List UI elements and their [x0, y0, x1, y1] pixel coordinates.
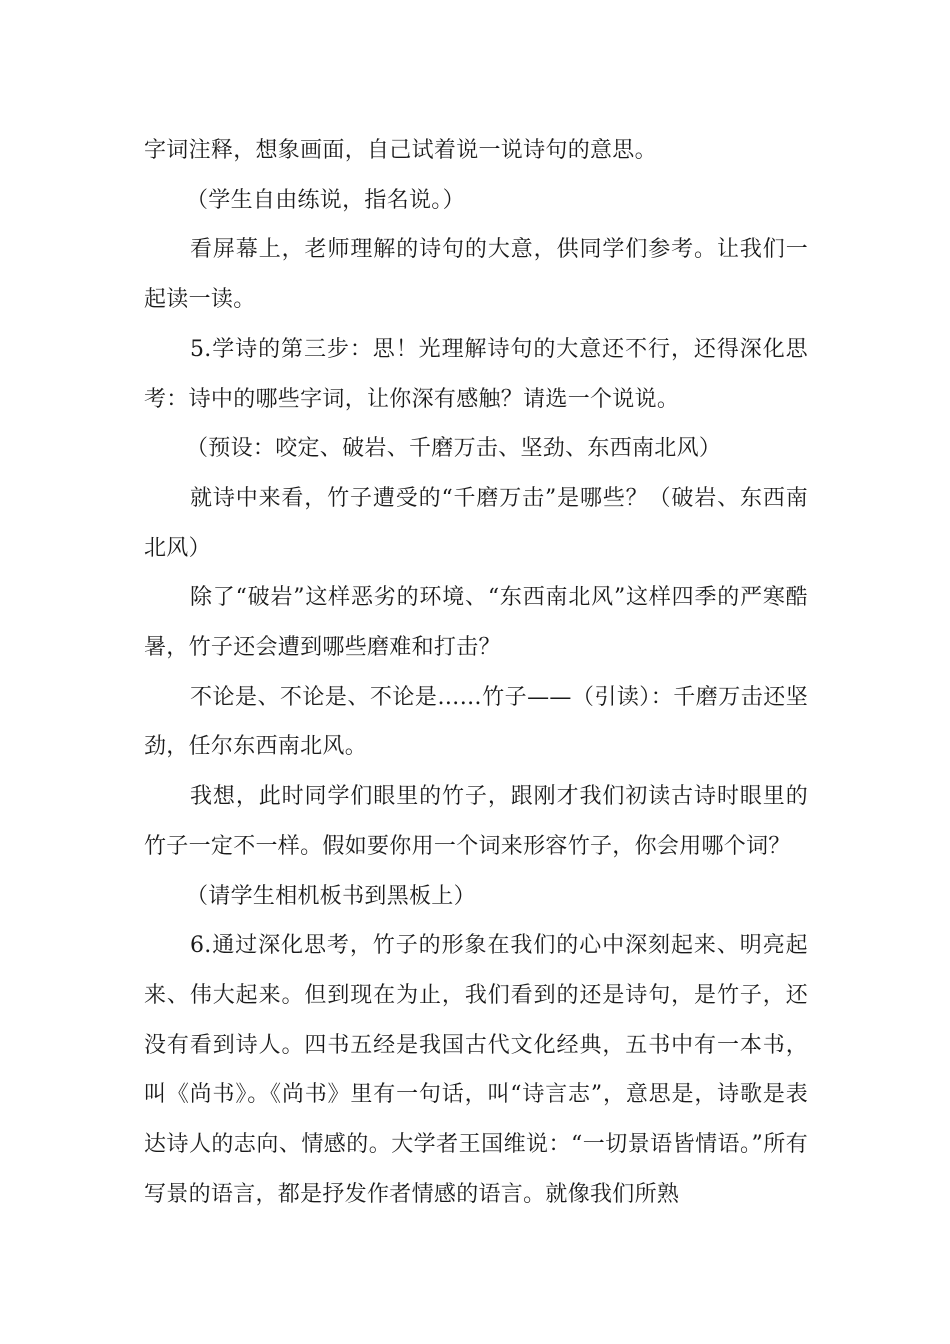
paragraph: 不论是、不论是、不论是……竹子——（引读）：千磨万击还坚劲，任尔东西南北风。: [144, 684, 808, 760]
paragraph-step-6: 6.通过深化思考，竹子的形象在我们的心中深刻起来、明亮起来、伟大起来。但到现在为止，我们看到的还是诗句，是竹子，还没有看到诗人。四书五经是我国古代文化经典，五书中有一本书，叫《尚书》。《尚书》里有一句话，叫“诗言志”，意思是，诗歌是表达诗人的志向、情感的。大学者王国维说：“一切景语皆情语。”所有写景的语言，都是抒发作者情感的语言。就像我们所熟: [144, 933, 808, 1207]
paragraph-step-5: 5.学诗的第三步：思！光理解诗句的大意还不行，还得深化思考：诗中的哪些字词，让你深有感触？请选一个说说。: [144, 336, 808, 412]
paragraph-note: （请学生相机板书到黑板上）: [186, 883, 476, 909]
paragraph-continuation: 字词注释，想象画面，自己试着说一说诗句的意思。: [144, 138, 657, 163]
paragraph-note: （学生自由练说，指名说。）: [186, 187, 465, 213]
paragraph: 我想，此时同学们眼里的竹子，跟刚才我们初读古诗时眼里的竹子一定不一样。假如要你用一个词来形容竹子，你会用哪个词？: [144, 784, 808, 859]
paragraph: 除了“破岩”这样恶劣的环境、“东西南北风”这样四季的严寒酷暑，竹子还会遭到哪些磨难和打击？: [144, 585, 808, 661]
document-body: [144, 126, 808, 1219]
paragraph: 看屏幕上，老师理解的诗句的大意，供同学们参考。让我们一起读一读。: [144, 237, 808, 313]
paragraph: 就诗中来看，竹子遭受的“千磨万击”是哪些？（破岩、东西南北风）: [144, 485, 808, 561]
paragraph-note: （预设：咬定、破岩、千磨万击、坚劲、东西南北风）: [186, 436, 722, 462]
